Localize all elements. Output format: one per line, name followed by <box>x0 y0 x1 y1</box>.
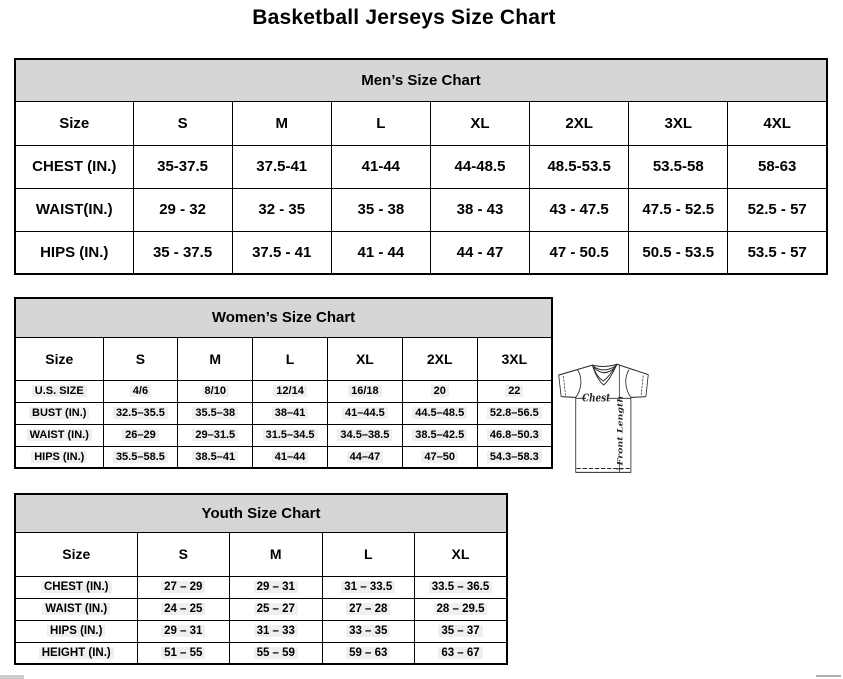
value-cell-text: 63 – 67 <box>438 647 482 659</box>
column-header-text: L <box>376 114 386 132</box>
value-cell-text: 32.5–35.5 <box>113 407 168 419</box>
row-label <box>15 402 103 424</box>
column-header <box>530 101 629 145</box>
value-cell <box>103 402 178 424</box>
value-cell-text: 29–31.5 <box>192 429 238 441</box>
value-cell <box>230 620 323 642</box>
column-header-text: M <box>269 546 282 562</box>
value-cell-text: 29 - 32 <box>159 201 206 218</box>
value-cell-text: 46.8–50.3 <box>487 429 542 441</box>
value-cell-text: 53.5 - 57 <box>747 243 807 261</box>
column-header-text: S <box>135 350 146 367</box>
value-cell <box>629 188 728 231</box>
row-label <box>15 145 133 188</box>
value-cell <box>137 598 230 620</box>
value-cell-text: 51 – 55 <box>161 647 205 659</box>
value-cell <box>402 380 477 402</box>
value-cell <box>331 231 430 274</box>
value-cell <box>322 620 415 642</box>
value-cell-text: 44–47 <box>347 451 384 463</box>
value-cell-text: 12/14 <box>273 385 307 397</box>
row-label-text: HIPS (IN.) <box>47 625 105 637</box>
value-cell <box>430 231 529 274</box>
column-header-text: Size <box>62 546 91 562</box>
value-cell-text: 50.5 - 53.5 <box>642 243 715 261</box>
value-cell <box>230 576 323 598</box>
value-cell <box>728 188 827 231</box>
value-cell-text: 35.5–38 <box>192 407 238 419</box>
value-cell <box>629 231 728 274</box>
column-header <box>629 101 728 145</box>
value-cell-text: 8/10 <box>202 385 229 397</box>
value-cell-text: 41 - 44 <box>357 243 405 261</box>
value-cell-text: 33 – 35 <box>346 625 390 637</box>
value-cell <box>430 188 529 231</box>
value-cell-text: 16/18 <box>348 385 382 397</box>
value-cell <box>178 402 253 424</box>
column-header-text: L <box>363 546 373 562</box>
row-label <box>15 231 133 274</box>
column-header <box>253 337 328 380</box>
value-cell-text: 38 - 43 <box>456 201 504 218</box>
value-cell-text: 58-63 <box>757 158 797 175</box>
value-cell <box>232 231 331 274</box>
value-cell-text: 37.5 - 41 <box>252 243 312 261</box>
value-cell <box>415 642 508 664</box>
column-header-text: 3XL <box>501 350 528 367</box>
value-cell <box>103 424 178 446</box>
value-cell <box>178 424 253 446</box>
left-armhole-seam <box>576 370 581 397</box>
value-cell-text: 47.5 - 52.5 <box>642 201 715 218</box>
value-cell <box>253 446 328 468</box>
value-cell-text: 4/6 <box>130 385 151 397</box>
column-header <box>232 101 331 145</box>
value-cell <box>230 598 323 620</box>
value-cell <box>103 380 178 402</box>
column-header-text: M <box>209 350 222 367</box>
value-cell <box>253 402 328 424</box>
column-header <box>103 337 178 380</box>
column-header <box>477 337 552 380</box>
column-header-text: 2XL <box>565 114 593 132</box>
column-header <box>15 532 137 576</box>
value-cell <box>402 402 477 424</box>
value-cell-text: 43 - 47.5 <box>549 201 609 218</box>
table-title-text: Men’s Size Chart <box>361 71 481 89</box>
value-cell-text: 44.5–48.5 <box>412 407 467 419</box>
value-cell-text: 29 – 31 <box>254 581 298 593</box>
row-label-text: WAIST (IN.) <box>42 603 110 615</box>
row-label <box>15 446 103 468</box>
value-cell-text: 33.5 – 36.5 <box>429 581 493 593</box>
column-header-text: S <box>178 546 188 562</box>
column-header-text: M <box>275 114 288 132</box>
value-cell-text: 31 – 33 <box>254 625 298 637</box>
value-cell-text: 44 - 47 <box>456 243 504 261</box>
value-cell-text: 22 <box>505 385 523 397</box>
value-cell-text: 52.5 - 57 <box>747 201 807 218</box>
value-cell-text: 35 - 37.5 <box>152 243 213 261</box>
value-cell-text: 27 – 28 <box>346 603 390 615</box>
value-cell <box>133 231 232 274</box>
value-cell <box>253 380 328 402</box>
value-cell-text: 32 - 35 <box>258 201 306 218</box>
value-cell <box>728 145 827 188</box>
value-cell <box>322 598 415 620</box>
collar-top-line <box>592 364 617 366</box>
value-cell-text: 26–29 <box>122 429 159 441</box>
value-cell <box>232 188 331 231</box>
row-label-text: WAIST (IN.) <box>27 429 92 441</box>
row-label <box>15 598 137 620</box>
value-cell-text: 29 – 31 <box>161 625 205 637</box>
value-cell-text: 37.5-41 <box>256 158 308 175</box>
value-cell-text: 28 – 29.5 <box>434 603 488 615</box>
column-header <box>15 101 133 145</box>
row-label <box>15 576 137 598</box>
column-header-text: 4XL <box>763 114 791 132</box>
value-cell <box>137 642 230 664</box>
column-header-text: Size <box>59 114 90 132</box>
column-header <box>230 532 323 576</box>
value-cell-text: 38.5–41 <box>192 451 238 463</box>
youth-size-chart-table <box>14 493 508 665</box>
row-label-text: BUST (IN.) <box>29 407 89 419</box>
value-cell <box>430 145 529 188</box>
jersey-measurement-diagram <box>556 360 843 632</box>
column-header-text: L <box>285 350 295 367</box>
value-cell-text: 38.5–42.5 <box>412 429 467 441</box>
column-header <box>322 532 415 576</box>
row-label-text: U.S. SIZE <box>32 385 87 397</box>
row-label-text: HEIGHT (IN.) <box>39 647 114 659</box>
value-cell <box>133 188 232 231</box>
row-label <box>15 642 137 664</box>
value-cell <box>477 380 552 402</box>
column-header <box>327 337 402 380</box>
value-cell <box>415 576 508 598</box>
value-cell <box>327 446 402 468</box>
column-header-text: XL <box>470 114 490 132</box>
value-cell-text: 48.5-53.5 <box>547 158 611 175</box>
value-cell <box>331 188 430 231</box>
column-header-text: 2XL <box>426 350 453 367</box>
table-title-text: Women’s Size Chart <box>211 309 356 327</box>
value-cell <box>331 145 430 188</box>
value-cell <box>629 145 728 188</box>
value-cell-text: 38–41 <box>272 407 309 419</box>
left-cuff-dashed-line <box>563 376 565 395</box>
value-cell-text: 53.5-58 <box>652 158 704 175</box>
row-label <box>15 620 137 642</box>
front-length-label: Front Length <box>616 395 626 466</box>
table-title <box>15 494 507 532</box>
value-cell-text: 35.5–58.5 <box>113 451 168 463</box>
column-header <box>137 532 230 576</box>
value-cell <box>477 424 552 446</box>
chest-label: Chest <box>582 392 611 406</box>
value-cell-text: 41–44.5 <box>342 407 388 419</box>
value-cell <box>230 642 323 664</box>
value-cell <box>178 380 253 402</box>
value-cell-text: 52.8–56.5 <box>487 407 542 419</box>
column-header-text: S <box>177 114 188 132</box>
value-cell <box>530 188 629 231</box>
womens-size-chart-table <box>14 297 553 469</box>
value-cell-text: 25 – 27 <box>254 603 298 615</box>
value-cell-text: 47–50 <box>421 451 458 463</box>
right-cuff-dashed-line <box>641 376 643 396</box>
value-cell-text: 35-37.5 <box>157 158 208 175</box>
value-cell-text: 35 - 38 <box>357 201 405 218</box>
column-header <box>728 101 827 145</box>
value-cell <box>322 642 415 664</box>
table-title-text: Youth Size Chart <box>201 504 321 522</box>
right-armhole-seam <box>626 370 631 398</box>
row-label-text: HIPS (IN.) <box>31 451 87 463</box>
value-cell <box>137 620 230 642</box>
value-cell-text: 35 – 37 <box>438 625 482 637</box>
value-cell-text: 34.5–38.5 <box>337 429 392 441</box>
value-cell <box>178 446 253 468</box>
column-header-text: XL <box>355 350 374 367</box>
value-cell <box>415 598 508 620</box>
row-label <box>15 424 103 446</box>
table-title <box>15 298 552 337</box>
scrollbar-fragment-left[interactable] <box>0 675 24 679</box>
row-label-text: WAIST(IN.) <box>35 201 113 218</box>
table-title <box>15 59 827 101</box>
page-title: Basketball Jerseys Size Chart <box>252 6 556 29</box>
value-cell <box>253 424 328 446</box>
column-header <box>331 101 430 145</box>
column-header <box>133 101 232 145</box>
mens-size-chart-table <box>14 58 828 275</box>
value-cell-text: 31.5–34.5 <box>263 429 318 441</box>
value-cell <box>530 145 629 188</box>
value-cell <box>327 402 402 424</box>
value-cell <box>415 620 508 642</box>
value-cell <box>477 402 552 424</box>
column-header <box>415 532 508 576</box>
scrollbar-fragment-right[interactable] <box>816 675 841 677</box>
value-cell <box>402 424 477 446</box>
column-header <box>178 337 253 380</box>
value-cell-text: 41–44 <box>272 451 309 463</box>
value-cell-text: 55 – 59 <box>254 647 298 659</box>
value-cell <box>327 424 402 446</box>
value-cell-text: 31 – 33.5 <box>341 581 395 593</box>
value-cell-text: 41-44 <box>361 158 401 175</box>
column-header-text: Size <box>45 350 74 367</box>
value-cell-text: 59 – 63 <box>346 647 390 659</box>
row-label-text: CHEST (IN.) <box>41 581 112 593</box>
value-cell-text: 27 – 29 <box>161 581 205 593</box>
column-header <box>15 337 103 380</box>
column-header-text: 3XL <box>664 114 693 132</box>
row-label <box>15 188 133 231</box>
value-cell <box>103 446 178 468</box>
value-cell <box>402 446 477 468</box>
value-cell <box>133 145 232 188</box>
value-cell <box>322 576 415 598</box>
column-header-text: XL <box>451 546 470 562</box>
value-cell-text: 47 - 50.5 <box>549 243 609 261</box>
row-label-text: HIPS (IN.) <box>40 243 109 261</box>
value-cell-text: 24 – 25 <box>161 603 205 615</box>
row-label-text: CHEST (IN.) <box>32 158 117 175</box>
value-cell <box>137 576 230 598</box>
column-header <box>402 337 477 380</box>
value-cell <box>232 145 331 188</box>
column-header <box>430 101 529 145</box>
value-cell-text: 54.3–58.3 <box>487 451 542 463</box>
value-cell <box>530 231 629 274</box>
value-cell-text: 44-48.5 <box>454 158 506 175</box>
value-cell-text: 20 <box>431 385 449 397</box>
row-label <box>15 380 103 402</box>
value-cell <box>728 231 827 274</box>
value-cell <box>327 380 402 402</box>
value-cell <box>477 446 552 468</box>
